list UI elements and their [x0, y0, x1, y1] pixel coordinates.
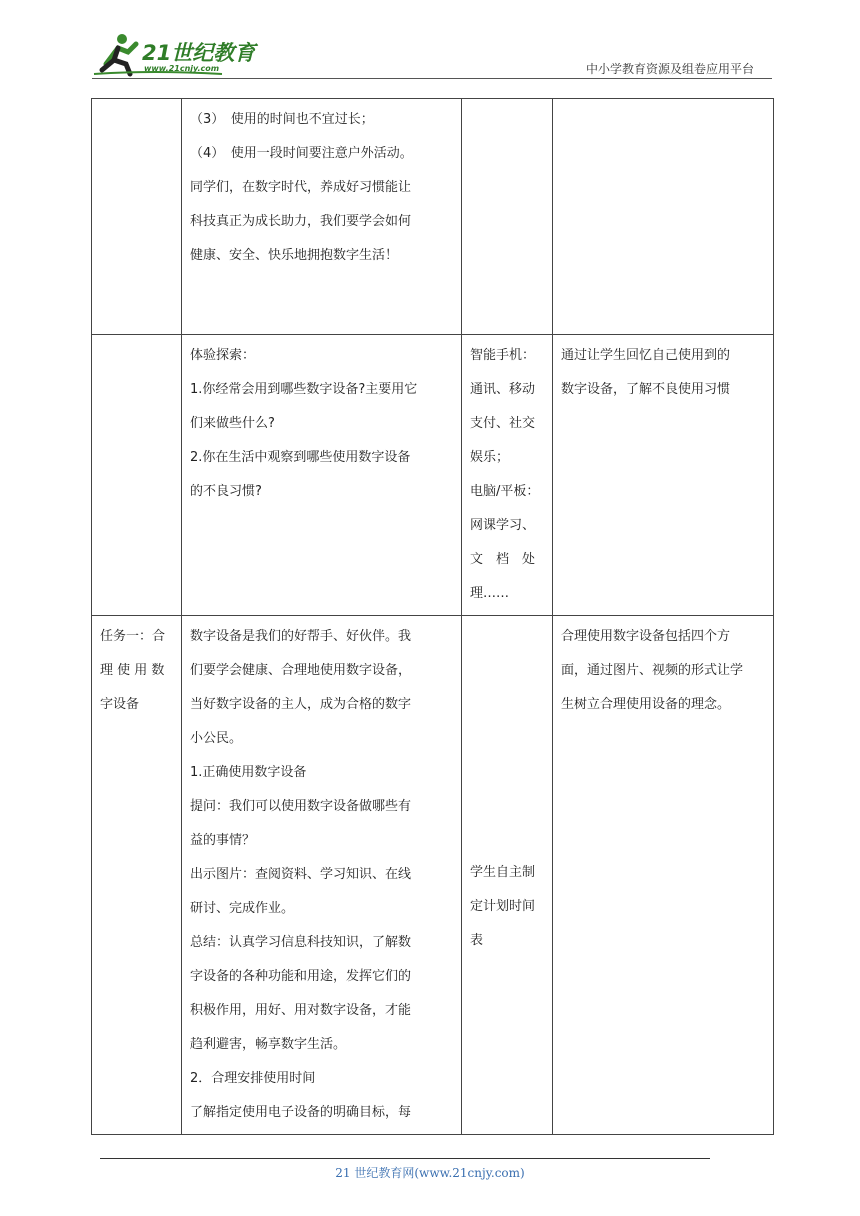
- intent-line: 生树立合理使用设备的理念。: [561, 697, 731, 712]
- student-line: 定计划时间: [470, 899, 536, 914]
- student-line: 学生自主制: [470, 865, 536, 880]
- student-activity-cell: [462, 99, 553, 335]
- content-line: 数字设备是我们的好帮手、好伙伴。我: [190, 629, 412, 644]
- design-intent-cell: [553, 616, 774, 1135]
- task-cell: [92, 616, 182, 1135]
- student-line: 电脑/平板：: [470, 484, 540, 499]
- content-line: 出示图片：查阅资料、学习知识、在线: [190, 867, 412, 882]
- student-line: 网课学习、: [470, 518, 536, 533]
- task-cell: [92, 99, 182, 335]
- header-divider: [92, 78, 772, 79]
- content-line: 1.你经常会用到哪些数字设备?主要用它: [190, 382, 418, 397]
- content-line: 们要学会健康、合理地使用数字设备，: [190, 663, 412, 678]
- intent-line: 合理使用数字设备包括四个方: [561, 629, 731, 644]
- logo-text: 21世纪教育: [142, 41, 256, 65]
- content-line: 总结：认真学习信息科技知识，了解数: [190, 935, 412, 950]
- content-cell: [182, 335, 462, 616]
- content-line: 积极作用，用好、用对数字设备，才能: [190, 1003, 412, 1018]
- student-line: 文 档 处: [470, 552, 536, 567]
- content-line: 当好数字设备的主人，成为合格的数字: [190, 697, 412, 712]
- content-line: （4） 使用一段时间要注意户外活动。: [190, 146, 413, 161]
- content-line: 2．合理安排使用时间: [190, 1071, 316, 1086]
- cell-spacer: [470, 620, 544, 856]
- student-line: 表: [470, 933, 484, 948]
- footer-divider: [100, 1158, 710, 1159]
- table-row: [92, 616, 774, 1135]
- content-line: 的不良习惯?: [190, 484, 262, 499]
- student-activity-cell: [462, 335, 553, 616]
- content-line: 们来做些什么?: [190, 416, 275, 431]
- task-cell: [92, 335, 182, 616]
- content-cell: [182, 616, 462, 1135]
- content-line: 1.正确使用数字设备: [190, 765, 307, 780]
- intent-line: 通过让学生回忆自己使用到的: [561, 348, 731, 363]
- student-line: 支付、社交: [470, 416, 536, 431]
- platform-name: 中小学教育资源及组卷应用平台: [585, 62, 754, 76]
- task-line: 理 使 用 数: [100, 663, 165, 678]
- logo-21cnjy: [92, 30, 267, 80]
- content-line: 科技真正为成长助力，我们要学会如何: [190, 214, 412, 229]
- student-line: 通讯、移动: [470, 382, 536, 397]
- content-line: 研讨、完成作业。: [190, 901, 295, 916]
- content-line: 了解指定使用电子设备的明确目标，每: [190, 1105, 412, 1120]
- design-intent-cell: [553, 99, 774, 335]
- lesson-plan-table: [91, 98, 774, 1135]
- intent-line: 面，通过图片、视频的形式让学: [561, 663, 744, 678]
- content-line: 同学们，在数字时代，养成好习惯能让: [190, 180, 412, 195]
- content-line: 2.你在生活中观察到哪些使用数字设备: [190, 450, 411, 465]
- content-line: 益的事情？: [190, 833, 256, 848]
- content-line: 健康、安全、快乐地拥抱数字生活！: [190, 248, 399, 263]
- table-row: [92, 99, 774, 335]
- page-header: [0, 0, 860, 90]
- content-cell: [182, 99, 462, 335]
- footer-link[interactable]: 21 世纪教育网(www.21cnjy.com): [335, 1166, 525, 1180]
- content-line: （3） 使用的时间也不宜过长；: [190, 112, 374, 127]
- student-line: 娱乐；: [470, 450, 510, 465]
- intent-line: 数字设备，了解不良使用习惯: [561, 382, 731, 397]
- content-line: 趋利避害，畅享数字生活。: [190, 1037, 347, 1052]
- student-line: 智能手机：: [470, 348, 536, 363]
- content-line: 提问：我们可以使用数字设备做哪些有: [190, 799, 412, 814]
- table-row: [92, 335, 774, 616]
- student-activity-cell: [462, 616, 553, 1135]
- task-line: 字设备: [100, 697, 140, 712]
- task-line: 任务一：合: [100, 629, 166, 644]
- content-line: 字设备的各种功能和用途，发挥它们的: [190, 969, 412, 984]
- content-line: 体验探索：: [190, 348, 256, 363]
- design-intent-cell: [553, 335, 774, 616]
- logo-url: www.21cnjy.com: [144, 64, 220, 73]
- student-line: 理……: [470, 586, 510, 601]
- content-line: 小公民。: [190, 731, 243, 746]
